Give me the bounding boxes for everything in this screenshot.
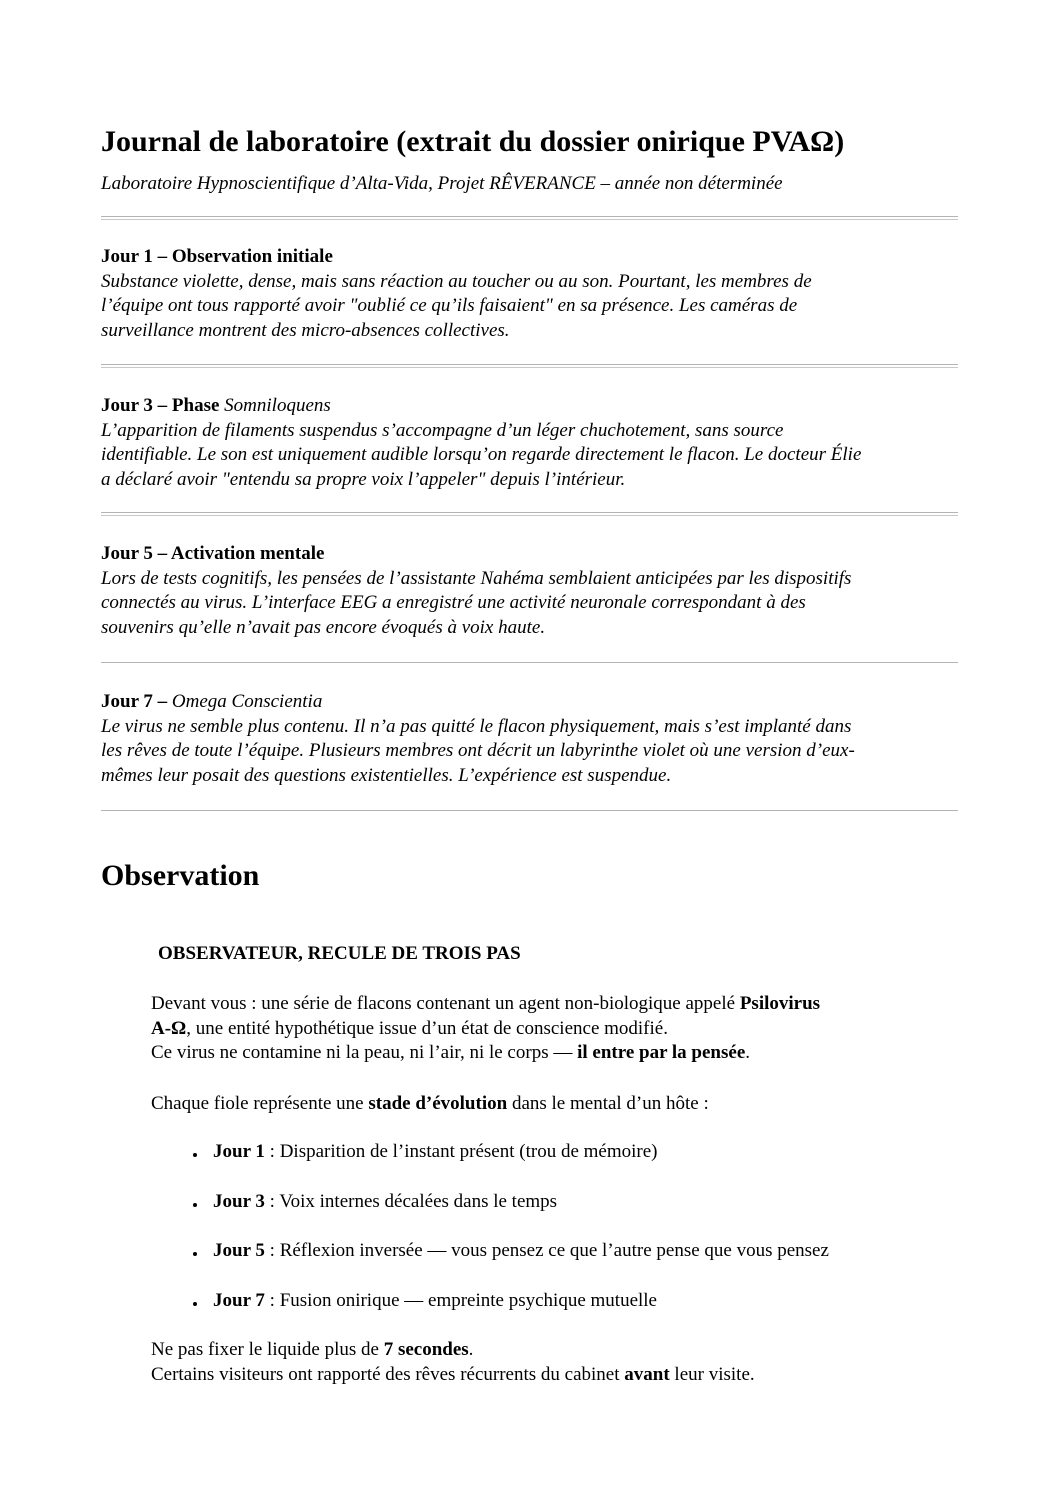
divider <box>101 216 958 220</box>
entry-body: Lors de tests cognitifs, les pensées de l’assistante Nahéma semblaient anticipées par les dispositifs <box>101 567 852 589</box>
divider <box>101 810 958 811</box>
entry-body: l’équipe ont tous rapporté avoir "oublié ce qu’ils faisaient" en sa présence. Les caméras de <box>101 295 798 317</box>
entry-body: les rêves de toute l’équipe. Plusieurs membres ont décrit un labyrinthe violet où une version d’eux- <box>101 740 855 762</box>
entry-body: Substance violette, dense, mais sans réaction au toucher ou au son. Pourtant, les membres de <box>101 270 812 292</box>
entry-heading: Jour 7 – Omega Conscientia <box>101 691 323 712</box>
warning-heading: OBSERVATEUR, RECULE DE TROIS PAS <box>158 943 521 964</box>
section-heading-observation: Observation <box>101 859 260 892</box>
entry-body: L’apparition de filaments suspendus s’accompagne d’un léger chuchotement, sans source <box>101 419 784 441</box>
entry-body: identifiable. Le son est uniquement audible lorsqu’on regarde directement le flacon. Le docteur Élie <box>101 444 862 466</box>
bullet-icon <box>193 1203 197 1207</box>
entry-body: Le virus ne semble plus contenu. Il n’a pas quitté le flacon physiquement, mais s’est implanté dans <box>101 715 852 737</box>
divider <box>101 662 958 663</box>
journal-entry-day-7 <box>101 690 961 788</box>
list-item: Jour 7 : Fusion onirique — empreinte psychique mutuelle <box>213 1290 657 1311</box>
entry-body: surveillance montrent des micro-absences collectives. <box>101 319 510 341</box>
list-item: Jour 5 : Réflexion inversée — vous pensez ce que l’autre pense que vous pensez <box>213 1240 829 1261</box>
entry-body: a déclaré avoir "entendu sa propre voix l’appeler" depuis l’intérieur. <box>101 468 626 490</box>
entry-body: mêmes leur posait des questions existentielles. L’expérience est suspendue. <box>101 764 672 786</box>
bullet-icon <box>193 1302 197 1306</box>
intro-paragraph: Devant vous : une série de flacons contenant un agent non-biologique appelé Psilovirus A-Ω, une entité hypothétique issue d’un état de conscience modifié. Ce virus ne contamine ni la peau, ni l’air, ni le corps — il entre par la pensée. <box>151 993 821 1063</box>
journal-entry-day-1 <box>101 245 961 343</box>
divider <box>101 364 958 368</box>
page-title: Journal de laboratoire (extrait du dossier onirique PVAΩ) <box>101 125 845 158</box>
entry-body: souvenirs qu’elle n’avait pas encore évoqués à voix haute. <box>101 616 546 638</box>
page-subtitle: Laboratoire Hypnoscientifique d’Alta-Vida, Projet RÊVERANCE – année non déterminée <box>101 173 783 194</box>
bullet-icon <box>193 1252 197 1256</box>
stages-intro: Chaque fiole représente une stade d’évolution dans le mental d’un hôte : <box>151 1093 709 1114</box>
bullet-icon <box>193 1153 197 1157</box>
list-item: Jour 3 : Voix internes décalées dans le temps <box>213 1191 558 1212</box>
list-item: Jour 1 : Disparition de l’instant présent (trou de mémoire) <box>213 1141 658 1162</box>
divider <box>101 512 958 516</box>
entry-heading: Jour 5 – Activation mentale <box>101 543 325 564</box>
closing-paragraph: Ne pas fixer le liquide plus de 7 secondes. Certains visiteurs ont rapporté des rêves récurrents du cabinet avant leur visite. <box>151 1339 755 1385</box>
journal-entry-day-5 <box>101 542 961 640</box>
entry-heading: Jour 1 – Observation initiale <box>101 246 333 267</box>
entry-heading: Jour 3 – Phase Somniloquens <box>101 395 331 416</box>
journal-entry-day-3 <box>101 394 961 492</box>
entry-body: connectés au virus. L’interface EEG a enregistré une activité neuronale correspondant à des <box>101 592 806 614</box>
